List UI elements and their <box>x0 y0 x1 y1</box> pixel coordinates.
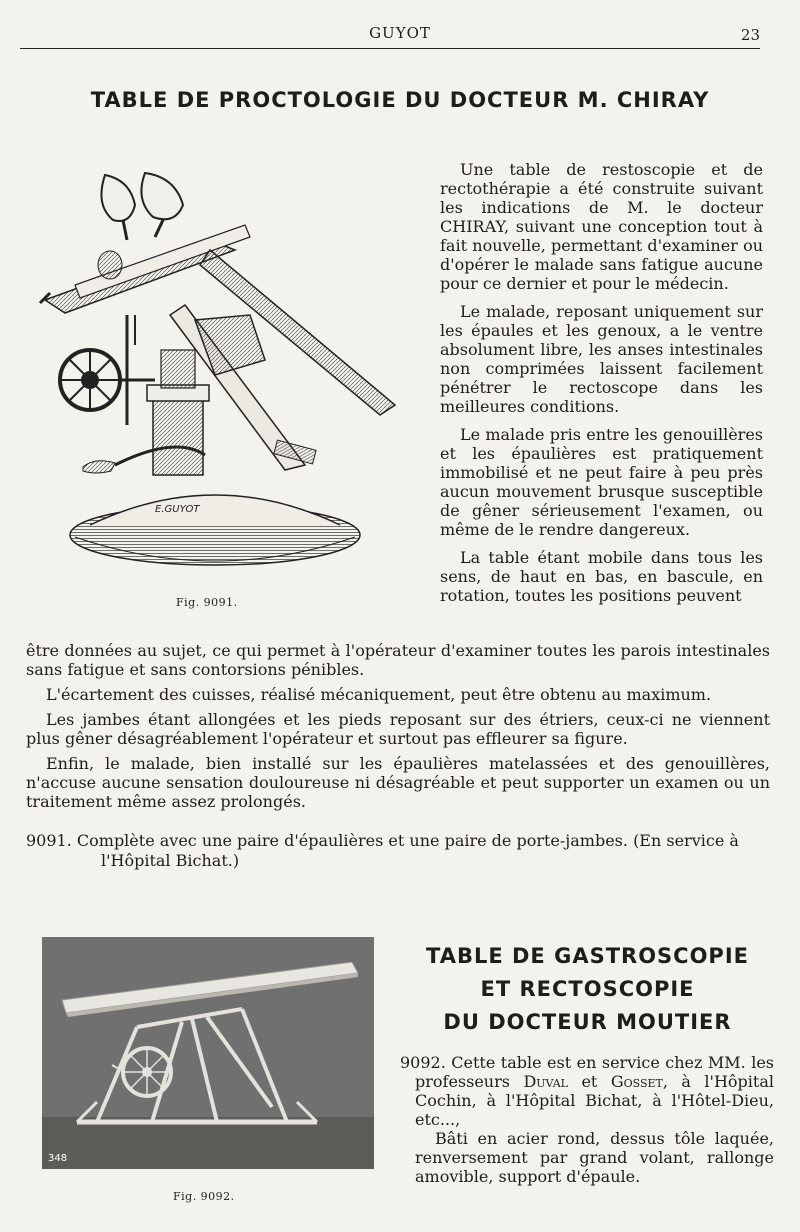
item-9092-description: Bâti en acier rond, dessus tôle laquée, renversement par grand volant, rallonge amovible, support d'épaule. <box>415 1129 774 1186</box>
word-and: et <box>581 1072 598 1091</box>
photo-number: 348 <box>48 1153 68 1164</box>
figure-9092-caption: Fig. 9092. <box>173 1190 235 1203</box>
paragraph-7: Enfin, le malade, bien installé sur les épaulières matelassées et des genouillères, n'accuse aucune sensation douloureuse ni désagréable et peut supporter un examen ou un traitement même assez prolongés. <box>26 754 770 811</box>
title2-line1: TABLE DE GASTROSCOPIE <box>426 944 749 968</box>
name-gosset: Gosset <box>610 1072 663 1091</box>
section-title-gastroscopie <box>400 940 775 1039</box>
page-number: 23 <box>740 26 760 44</box>
section-title-proctologie: TABLE DE PROCTOLOGIE DU DOCTEUR M. CHIRAY <box>90 88 710 112</box>
item-9092-part-a: 9092. Cette table est en service chez MM. les professeurs <box>400 1053 774 1091</box>
catalog-item-9092 <box>400 1053 774 1186</box>
figure-9092-photo <box>42 937 374 1169</box>
figure-9091-caption: Fig. 9091. <box>176 596 238 609</box>
figure-9091-illustration <box>35 165 415 585</box>
section1-right-column <box>440 160 763 605</box>
engraving-label: E.GUYOT <box>155 504 200 515</box>
paragraph-5: L'écartement des cuisses, réalisé mécaniquement, peut être obtenu au maximum. <box>46 685 712 704</box>
paragraph-1: Une table de restoscopie et de rectothérapie a été construite suivant les indications de M. le docteur CHIRAY, suivant une conception tout à fait nouvelle, permettant d'examiner ou d'opérer le malade sans fatigue aucune pour ce dernier et pour le médecin. <box>440 160 763 293</box>
paragraph-4-end: être données au sujet, ce qui permet à l'opérateur d'examiner toutes les parois intestinales sans fatigue et sans contorsions pénibles. <box>26 641 770 679</box>
running-header <box>0 24 800 48</box>
item-9091-text: 9091. Complète avec une paire d'épaulières et une paire de porte-jambes. (En service à l'Hôpital Bichat.) <box>26 831 739 870</box>
title2-line2: ET RECTOSCOPIE <box>480 977 695 1001</box>
title2-line3: DU DOCTEUR MOUTIER <box>443 1010 732 1034</box>
header-rule <box>20 48 760 49</box>
catalog-item-9091 <box>26 831 770 871</box>
paragraph-3: Le malade pris entre les genouillères et les épaulières est pratiquement immobilisé et ne peut faire à peu près aucun mouvement brusque susceptible de gêner sérieusement l'examen, ou même de le rendre dangereux. <box>440 425 763 539</box>
section1-body-full-width <box>26 641 770 817</box>
paragraph-2: Le malade, reposant uniquement sur les épaules et les genoux, a le ventre absolument libre, les anses intestinales non comprimées laissent facilement pénétrer le rectoscope dans les meilleures conditions. <box>440 302 763 416</box>
item-9092-text <box>400 1053 774 1129</box>
photo-table-gastroscopie <box>42 937 374 1169</box>
paragraph-6: Les jambes étant allongées et les pieds reposant sur des étriers, ceux-ci ne viennent plus gêner désagréablement l'opérateur et surtout pas effleurer sa figure. <box>26 710 770 748</box>
item-9092-part-b: , à l'Hôpital Cochin, à l'Hôpital Bichat, à l'Hôtel-Dieu, etc..., <box>415 1072 774 1129</box>
paragraph-4-start: La table étant mobile dans tous les sens, de haut en bas, en bascule, en rotation, toutes les positions peuvent <box>440 548 763 605</box>
name-duval: Duval <box>523 1072 568 1091</box>
running-title: GUYOT <box>369 24 431 42</box>
